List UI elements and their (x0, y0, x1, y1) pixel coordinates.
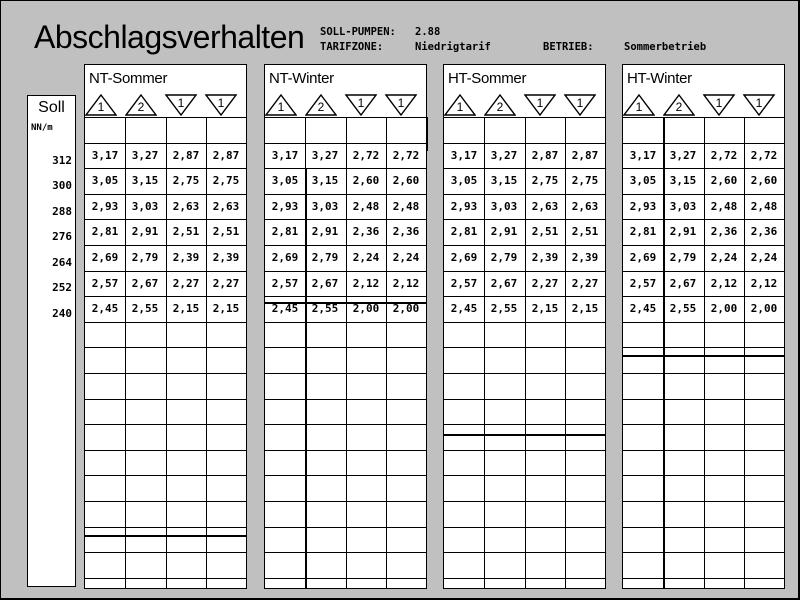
table-cell: 2,15 (212, 302, 240, 315)
table-cell: 3,03 (490, 200, 518, 213)
table-cell: 2,12 (352, 277, 380, 290)
soll-value: 312 (52, 154, 72, 167)
tarifzone-label: TARIFZONE: (320, 41, 384, 53)
betrieb-value: Sommerbetrieb (624, 41, 707, 53)
table-cell: 2,36 (352, 225, 380, 238)
table-cell: 2,60 (352, 174, 380, 187)
table-cell: 2,27 (571, 277, 599, 290)
table-cell: 2,12 (710, 277, 738, 290)
marker-label: 2 (496, 100, 504, 114)
table-cell: 2,00 (710, 302, 738, 315)
triangle-down-icon (743, 94, 775, 116)
table-cell: 2,24 (710, 251, 738, 264)
panel-title: HT-Sommer (448, 70, 527, 87)
panel-title: NT-Sommer (89, 70, 168, 87)
table-cell: 2,51 (531, 225, 559, 238)
value-grid (444, 117, 605, 588)
table-cell: 2,93 (629, 200, 657, 213)
triangle-up-icon (265, 94, 297, 116)
table-cell: 3,15 (490, 174, 518, 187)
value-grid (623, 117, 784, 588)
table-cell: 2,48 (392, 200, 420, 213)
table-cell: 2,48 (750, 200, 778, 213)
table-cell: 2,79 (669, 251, 697, 264)
table-cell: 3,17 (450, 149, 478, 162)
table-cell: 3,27 (669, 149, 697, 162)
table-cell: 3,03 (669, 200, 697, 213)
table-cell: 2,63 (172, 200, 200, 213)
table-cell: 2,91 (490, 225, 518, 238)
table-cell: 2,81 (629, 225, 657, 238)
panel-ht-winter (622, 64, 785, 589)
table-cell: 2,81 (91, 225, 119, 238)
value-grid (85, 117, 246, 588)
triangle-down-icon (165, 94, 197, 116)
table-cell: 2,81 (450, 225, 478, 238)
marker-label: 1 (397, 96, 405, 110)
panel-title: HT-Winter (627, 70, 692, 87)
table-cell: 2,69 (271, 251, 299, 264)
grid-line (663, 117, 665, 588)
triangle-up-icon (305, 94, 337, 116)
table-cell: 2,48 (352, 200, 380, 213)
table-cell: 2,24 (750, 251, 778, 264)
table-cell: 2,93 (271, 200, 299, 213)
table-cell: 3,03 (311, 200, 339, 213)
page-title: Abschlagsverhalten (34, 19, 305, 55)
soll-value: 276 (52, 230, 72, 243)
table-cell: 2,67 (669, 277, 697, 290)
table-cell: 3,05 (450, 174, 478, 187)
table-cell: 2,91 (131, 225, 159, 238)
table-cell: 2,87 (531, 149, 559, 162)
table-cell: 3,27 (131, 149, 159, 162)
grid-line (386, 117, 387, 588)
table-cell: 2,87 (172, 149, 200, 162)
table-cell: 2,00 (750, 302, 778, 315)
triangle-up-icon (663, 94, 695, 116)
betrieb-label: BETRIEB: (543, 41, 594, 53)
table-cell: 2,93 (450, 200, 478, 213)
table-cell: 2,69 (450, 251, 478, 264)
table-cell: 2,39 (531, 251, 559, 264)
table-cell: 2,60 (710, 174, 738, 187)
table-cell: 2,39 (571, 251, 599, 264)
grid-line (525, 117, 526, 588)
triangle-up-icon (623, 94, 655, 116)
grid-line (346, 117, 347, 588)
marker-label: 1 (357, 96, 365, 110)
soll-pumpen-label: SOLL-PUMPEN: (320, 26, 396, 38)
triangle-up-icon (484, 94, 516, 116)
table-cell: 2,55 (131, 302, 159, 315)
table-cell: 2,55 (669, 302, 697, 315)
soll-header: Soll (38, 99, 65, 116)
table-cell: 3,17 (271, 149, 299, 162)
marker-label: 1 (755, 96, 763, 110)
table-cell: 3,27 (311, 149, 339, 162)
table-cell: 2,93 (91, 200, 119, 213)
table-cell: 2,51 (571, 225, 599, 238)
table-cell: 2,75 (571, 174, 599, 187)
tarifzone-value: Niedrigtarif (415, 41, 491, 53)
soll-unit: NN/m (31, 123, 53, 133)
table-cell: 2,67 (311, 277, 339, 290)
table-cell: 2,00 (392, 302, 420, 315)
soll-value: 240 (52, 307, 72, 320)
table-cell: 2,72 (392, 149, 420, 162)
triangle-up-icon (85, 94, 117, 116)
table-cell: 3,15 (311, 174, 339, 187)
table-cell: 3,03 (131, 200, 159, 213)
table-cell: 2,91 (669, 225, 697, 238)
marker-label: 1 (635, 100, 643, 114)
soll-value: 252 (52, 281, 72, 294)
table-cell: 2,67 (131, 277, 159, 290)
marker-label: 2 (317, 100, 325, 114)
table-cell: 2,87 (571, 149, 599, 162)
table-cell: 2,63 (212, 200, 240, 213)
grid-line (426, 117, 428, 151)
grid-line (125, 117, 126, 588)
marker-label: 1 (217, 96, 225, 110)
table-cell: 2,12 (392, 277, 420, 290)
table-cell: 2,72 (352, 149, 380, 162)
grid-line (166, 117, 167, 588)
table-cell: 2,67 (490, 277, 518, 290)
panel-nt-sommer (84, 64, 247, 589)
panel-nt-winter (264, 64, 427, 589)
grid-line (704, 117, 705, 588)
table-cell: 2,45 (271, 302, 299, 315)
table-cell: 2,36 (392, 225, 420, 238)
marker-label: 1 (177, 96, 185, 110)
table-cell: 2,15 (172, 302, 200, 315)
table-cell: 2,00 (352, 302, 380, 315)
table-cell: 3,27 (490, 149, 518, 162)
table-cell: 2,24 (352, 251, 380, 264)
triangle-up-icon (125, 94, 157, 116)
triangle-up-icon (444, 94, 476, 116)
table-cell: 2,63 (571, 200, 599, 213)
table-cell: 2,57 (271, 277, 299, 290)
table-cell: 2,60 (750, 174, 778, 187)
soll-pumpen-value: 2.88 (415, 26, 441, 38)
table-cell: 2,79 (131, 251, 159, 264)
marker-label: 1 (536, 96, 544, 110)
triangle-down-icon (703, 94, 735, 116)
table-cell: 2,75 (531, 174, 559, 187)
marker-label: 1 (715, 96, 723, 110)
table-cell: 2,91 (311, 225, 339, 238)
panel-ht-sommer (443, 64, 606, 589)
table-cell: 3,17 (91, 149, 119, 162)
triangle-down-icon (205, 94, 237, 116)
table-cell: 2,39 (172, 251, 200, 264)
table-cell: 2,12 (750, 277, 778, 290)
table-cell: 2,27 (172, 277, 200, 290)
table-cell: 2,36 (750, 225, 778, 238)
marker-label: 2 (137, 100, 145, 114)
grid-line (565, 117, 566, 588)
grid-line (484, 117, 485, 588)
table-cell: 3,17 (629, 149, 657, 162)
table-cell: 2,24 (392, 251, 420, 264)
table-cell: 2,15 (571, 302, 599, 315)
table-cell: 2,72 (710, 149, 738, 162)
table-cell: 2,63 (531, 200, 559, 213)
grid-line (744, 117, 745, 588)
table-cell: 3,05 (91, 174, 119, 187)
table-cell: 2,75 (212, 174, 240, 187)
table-cell: 2,51 (212, 225, 240, 238)
table-cell: 2,27 (212, 277, 240, 290)
table-cell: 2,69 (629, 251, 657, 264)
table-cell: 2,57 (450, 277, 478, 290)
marker-label: 1 (97, 100, 105, 114)
table-cell: 2,48 (710, 200, 738, 213)
table-cell: 2,69 (91, 251, 119, 264)
table-cell: 2,51 (172, 225, 200, 238)
table-cell: 2,27 (531, 277, 559, 290)
triangle-down-icon (385, 94, 417, 116)
soll-value: 300 (52, 179, 72, 192)
triangle-down-icon (564, 94, 596, 116)
table-cell: 2,57 (629, 277, 657, 290)
table-cell: 2,57 (91, 277, 119, 290)
table-cell: 2,45 (450, 302, 478, 315)
table-cell: 2,79 (490, 251, 518, 264)
triangle-down-icon (524, 94, 556, 116)
table-cell: 2,81 (271, 225, 299, 238)
table-cell: 2,45 (629, 302, 657, 315)
table-cell: 2,15 (531, 302, 559, 315)
table-cell: 2,55 (311, 302, 339, 315)
value-grid (265, 117, 426, 588)
table-cell: 3,15 (131, 174, 159, 187)
grid-line (206, 117, 207, 588)
table-cell: 2,72 (750, 149, 778, 162)
table-cell: 2,75 (172, 174, 200, 187)
triangle-down-icon (345, 94, 377, 116)
table-cell: 2,36 (710, 225, 738, 238)
table-cell: 2,87 (212, 149, 240, 162)
table-cell: 2,39 (212, 251, 240, 264)
marker-label: 1 (277, 100, 285, 114)
table-cell: 3,15 (669, 174, 697, 187)
soll-value: 288 (52, 205, 72, 218)
table-cell: 2,79 (311, 251, 339, 264)
soll-value: 264 (52, 256, 72, 269)
table-cell: 2,45 (91, 302, 119, 315)
table-cell: 2,55 (490, 302, 518, 315)
soll-column (27, 95, 76, 587)
marker-label: 1 (576, 96, 584, 110)
table-cell: 3,05 (629, 174, 657, 187)
table-cell: 2,60 (392, 174, 420, 187)
marker-label: 1 (456, 100, 464, 114)
panel-title: NT-Winter (269, 70, 334, 87)
marker-label: 2 (675, 100, 683, 114)
table-cell: 3,05 (271, 174, 299, 187)
